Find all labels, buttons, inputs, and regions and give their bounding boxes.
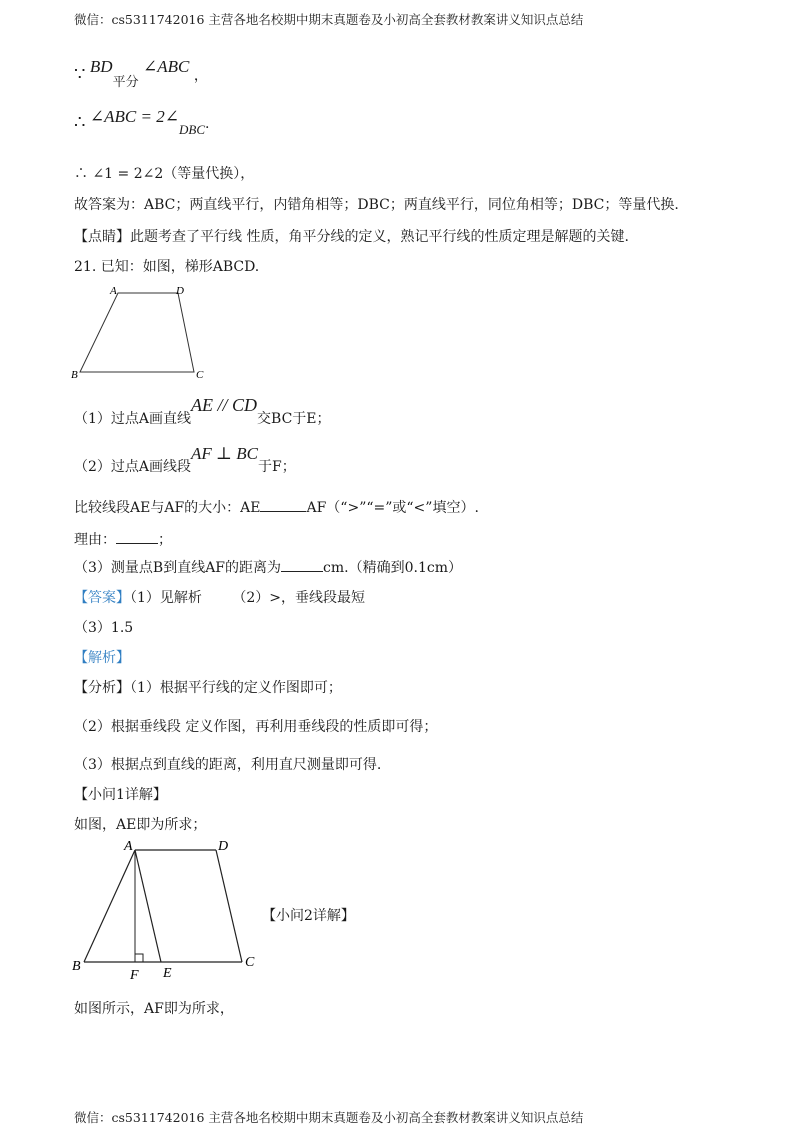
proof-line-2: [74, 107, 210, 137]
fig2-label-d: D: [218, 839, 229, 854]
proof-line-1: [74, 57, 208, 90]
angle-dbc-sub: DBC: [178, 122, 205, 137]
part3-pre: （3）测量点B到直线AF的距离为: [74, 560, 282, 576]
fig1-label-a: A: [110, 285, 117, 297]
segment-bd: BD: [89, 57, 113, 76]
sub-question-1-text: 如图，AE即为所求；: [74, 817, 207, 833]
part-2: [74, 444, 296, 475]
answer-summary: 故答案为：ABC；两直线平行，内错角相等；DBC；两直线平行，同位角相等；DBC；等量代换.: [74, 197, 679, 213]
fenxi-3: （3）根据点到直线的距离，利用直尺测量即可得.: [74, 757, 382, 773]
reason-line: [74, 529, 172, 549]
part1-math: AE // CD: [191, 395, 258, 415]
trapezoid-figure-1: [70, 282, 220, 382]
fig1-label-b: B: [71, 369, 78, 381]
answer-3: （3）1.5: [74, 620, 134, 636]
dianjing-note: 【点睛】此题考查了平行线 性质，角平分线的定义，熟记平行线的性质定理是解题的关键.: [74, 229, 629, 245]
fig2-label-a: A: [124, 839, 133, 854]
sub-question-2-text: 如图所示，AF即为所求，: [74, 1001, 234, 1017]
part1-pre: （1）过点A画直线: [74, 411, 192, 427]
answer-2: （2）>，垂线段最短: [232, 590, 366, 606]
question-21-title: 21. 已知：如图，梯形ABCD.: [74, 259, 260, 275]
part2-post: 于F；: [258, 459, 296, 475]
proof-line-3: ∴ ∠1 = 2∠2（等量代换），: [74, 166, 255, 182]
bisect-word: 平分: [112, 75, 139, 90]
sub-question-1-title: 【小问1详解】: [74, 787, 167, 803]
compare-blank[interactable]: [260, 497, 306, 512]
compare-line: [74, 497, 479, 517]
reason-post: ；: [158, 532, 172, 548]
fig2-label-b: B: [72, 959, 81, 974]
compare-mid: AF（“>”“=”或“<”填空）.: [306, 500, 479, 516]
fig2-label-e: E: [163, 966, 172, 981]
part2-pre: （2）过点A画线段: [74, 459, 192, 475]
fig2-label-f: F: [130, 968, 139, 982]
reason-pre: 理由：: [74, 532, 116, 548]
answer-tag: 【答案】: [74, 590, 130, 606]
angle-abc: ∠ABC: [143, 57, 190, 76]
fenxi-2: （2）根据垂线段 定义作图，再利用垂线段的性质即可得；: [74, 719, 438, 735]
comma: ，: [193, 68, 208, 84]
sub-question-2-title: 【小问2详解】: [262, 908, 355, 924]
part-1: [74, 395, 331, 427]
fig1-label-d: D: [176, 285, 184, 297]
part3-post: cm.（精确到0.1cm）: [323, 560, 462, 576]
trapezoid-figure-2: [68, 834, 268, 982]
part1-post: 交BC于E；: [257, 411, 331, 427]
reason-blank[interactable]: [116, 529, 158, 544]
fenxi-1: 【分析】（1）根据平行线的定义作图即可；: [74, 680, 342, 696]
analysis-tag: 【解析】: [74, 650, 130, 666]
fig1-label-c: C: [196, 369, 204, 381]
part3-blank[interactable]: [281, 557, 323, 572]
page-header: 微信：cs5311742016 主营各地名校期中期末真题卷及小初高全套教材教案讲义知识点总结: [74, 12, 584, 27]
answer-1: （1）见解析: [130, 590, 202, 606]
therefore-symbol: ∴: [74, 112, 86, 133]
page-footer: 微信：cs5311742016 主营各地名校期中期末真题卷及小初高全套教材教案讲义知识点总结: [74, 1110, 584, 1125]
compare-pre: 比较线段AE与AF的大小：AE: [74, 500, 261, 516]
angle-equation: ∠ABC = 2∠: [89, 107, 179, 126]
answer-line-1: [74, 587, 365, 607]
part-3: [74, 557, 462, 577]
fig2-label-c: C: [245, 955, 255, 970]
part2-math: AF ⊥ BC: [191, 444, 259, 463]
because-symbol: ∵: [74, 64, 86, 85]
period: .: [204, 116, 210, 132]
